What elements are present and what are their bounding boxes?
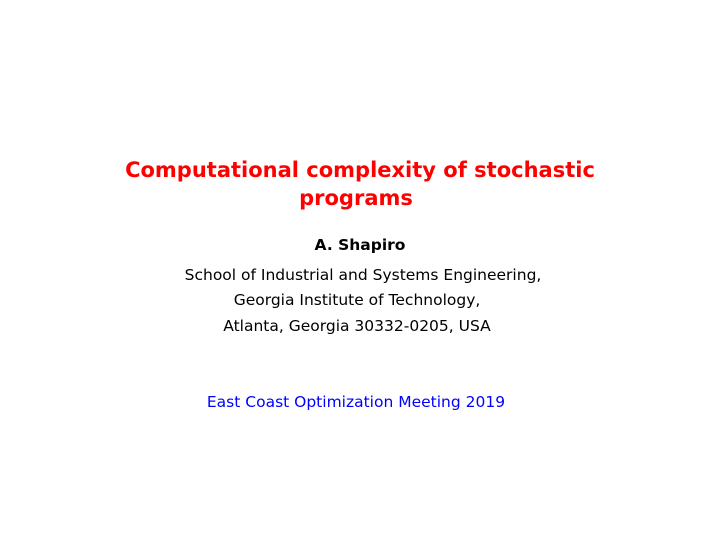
author-name: A. Shapiro xyxy=(314,236,406,254)
event-name: East Coast Optimization Meeting 2019 xyxy=(206,393,506,411)
slide-title-line-1: Computational complexity of stochastic xyxy=(125,158,595,182)
affiliation-line-2: Georgia Institute of Technology, xyxy=(233,291,481,309)
slide-title-line-2: programs xyxy=(299,186,413,210)
affiliation-line-1: School of Industrial and Systems Engineering, xyxy=(184,266,542,284)
affiliation-line-3: Atlanta, Georgia 30332-0205, USA xyxy=(223,317,491,335)
